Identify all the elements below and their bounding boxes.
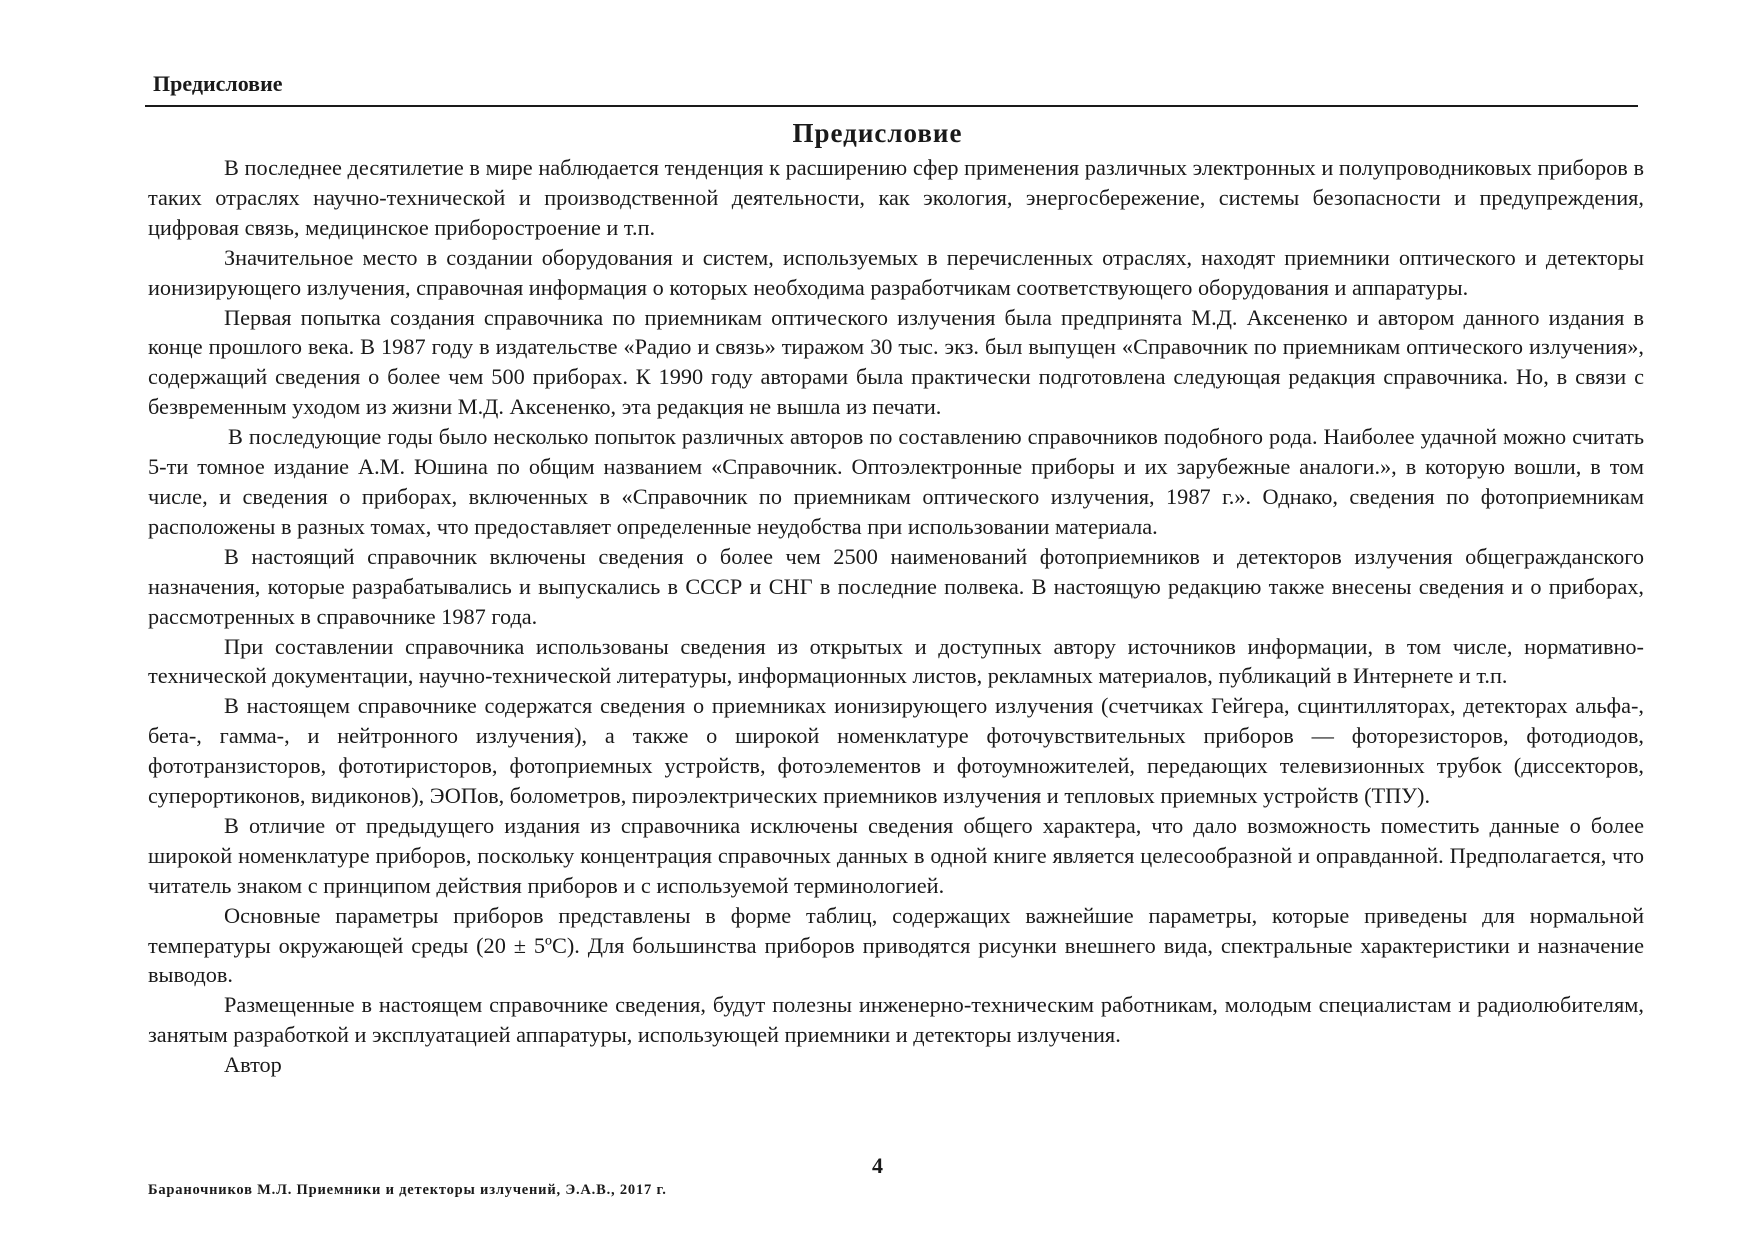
- body-text: [148, 153, 1644, 1080]
- paragraph: Основные параметры приборов представлены в форме таблиц, содержащих важнейшие параметры, которые приведены для нормальной температуры окружающей среды (20 ± 5ºС). Для большинства приборов приводятся рисунки внешнего вида, спектральные характеристики и назначение выводов.: [148, 902, 1644, 988]
- author-signature: Автор: [224, 1052, 282, 1078]
- paragraph: Первая попытка создания справочника по приемникам оптического излучения была предпринята М.Д. Аксененко и автором данного издания в конце прошлого века. В 1987 году в издательстве «Радио и связь» тиражом 30 тыс. экз. был выпущен «Справочник по приемникам оптического излучения», содержащий сведения о более чем 500 приборах. К 1990 году авторами была практически подготовлена следующая редакция справочника. Но, в связи с безвременным уходом из жизни М.Д. Аксененко, эта редакция не вышла из печати.: [148, 304, 1644, 420]
- paragraph: В отличие от предыдущего издания из справочника исключены сведения общего характера, что дало возможность поместить данные о более широкой номенклатуре приборов, поскольку концентрация справочных данных в одной книге является целесообразной и оправданной. Предполагается, что читатель знаком с принципом действия приборов и с используемой терминологией.: [148, 812, 1644, 898]
- page-title: Предисловие: [792, 118, 963, 148]
- page-number: 4: [872, 1153, 883, 1178]
- paragraph: При составлении справочника использованы сведения из открытых и доступных автору источников информации, в том числе, нормативно-технической документации, научно-технической литературы, информационных листов, рекламных материалов, публикаций в Интернете и т.п.: [148, 633, 1644, 689]
- paragraph: В последнее десятилетие в мире наблюдается тенденция к расширению сфер применения различных электронных и полупроводниковых приборов в таких отраслях научно-технической и производственной деятельности, как экология, энергосбережение, системы безопасности и предупреждения, цифровая связь, медицинское приборостроение и т.п.: [148, 155, 1644, 240]
- paragraph: Размещенные в настоящем справочнике сведения, будут полезны инженерно-техническим работникам, молодым специалистам и радиолюбителям, занятым разработкой и эксплуатацией аппаратуры, использующей приемники и детекторы излучения.: [148, 992, 1644, 1048]
- header-rule: [145, 105, 1638, 107]
- running-header: Предисловие: [153, 71, 283, 96]
- footer-citation: Бараночников М.Л. Приемники и детекторы излучений, Э.А.В., 2017 г.: [148, 1182, 667, 1198]
- paragraph: В настоящем справочнике содержатся сведения о приемниках ионизирующего излучения (счетчиках Гейгера, сцинтилляторах, детекторах альфа-, бета-, гамма-, и нейтронного излучения), а также о широкой номенклатуре фоточувствительных приборов — фоторезисторов, фотодиодов, фототранзисторов, фототиристоров, фотоприемных устройств, фотоэлементов и фотоумножителей, передающих телевизионных трубок (диссекторов, суперортиконов, видиконов), ЭОПов, болометров, пироэлектрических приемников излучения и тепловых приемных устройств (ТПУ).: [148, 693, 1644, 809]
- paragraph: Значительное место в создании оборудования и систем, используемых в перечисленных отраслях, находят приемники оптического и детекторы ионизирующего излучения, справочная информация о которых необходима разработчикам соответствующего оборудования и аппаратуры.: [148, 244, 1644, 300]
- paragraph: В последующие годы было несколько попыток различных авторов по составлению справочников подобного рода. Наиболее удачной можно считать 5-ти томное издание А.М. Юшина по общим названием «Справочник. Оптоэлектронные приборы и их зарубежные аналоги.», в которую вошли, в том числе, и сведения о приборах, включенных в «Справочник по приемникам оптического излучения, 1987 г.». Однако, сведения по фотоприемникам расположены в разных томах, что предоставляет определенные неудобства при использовании материала.: [148, 424, 1644, 539]
- paragraph: В настоящий справочник включены сведения о более чем 2500 наименований фотоприемников и детекторов излучения общегражданского назначения, которые разрабатывались и выпускались в СССР и СНГ в последние полвека. В настоящую редакцию также внесены сведения и о приборах, рассмотренных в справочнике 1987 года.: [148, 543, 1644, 629]
